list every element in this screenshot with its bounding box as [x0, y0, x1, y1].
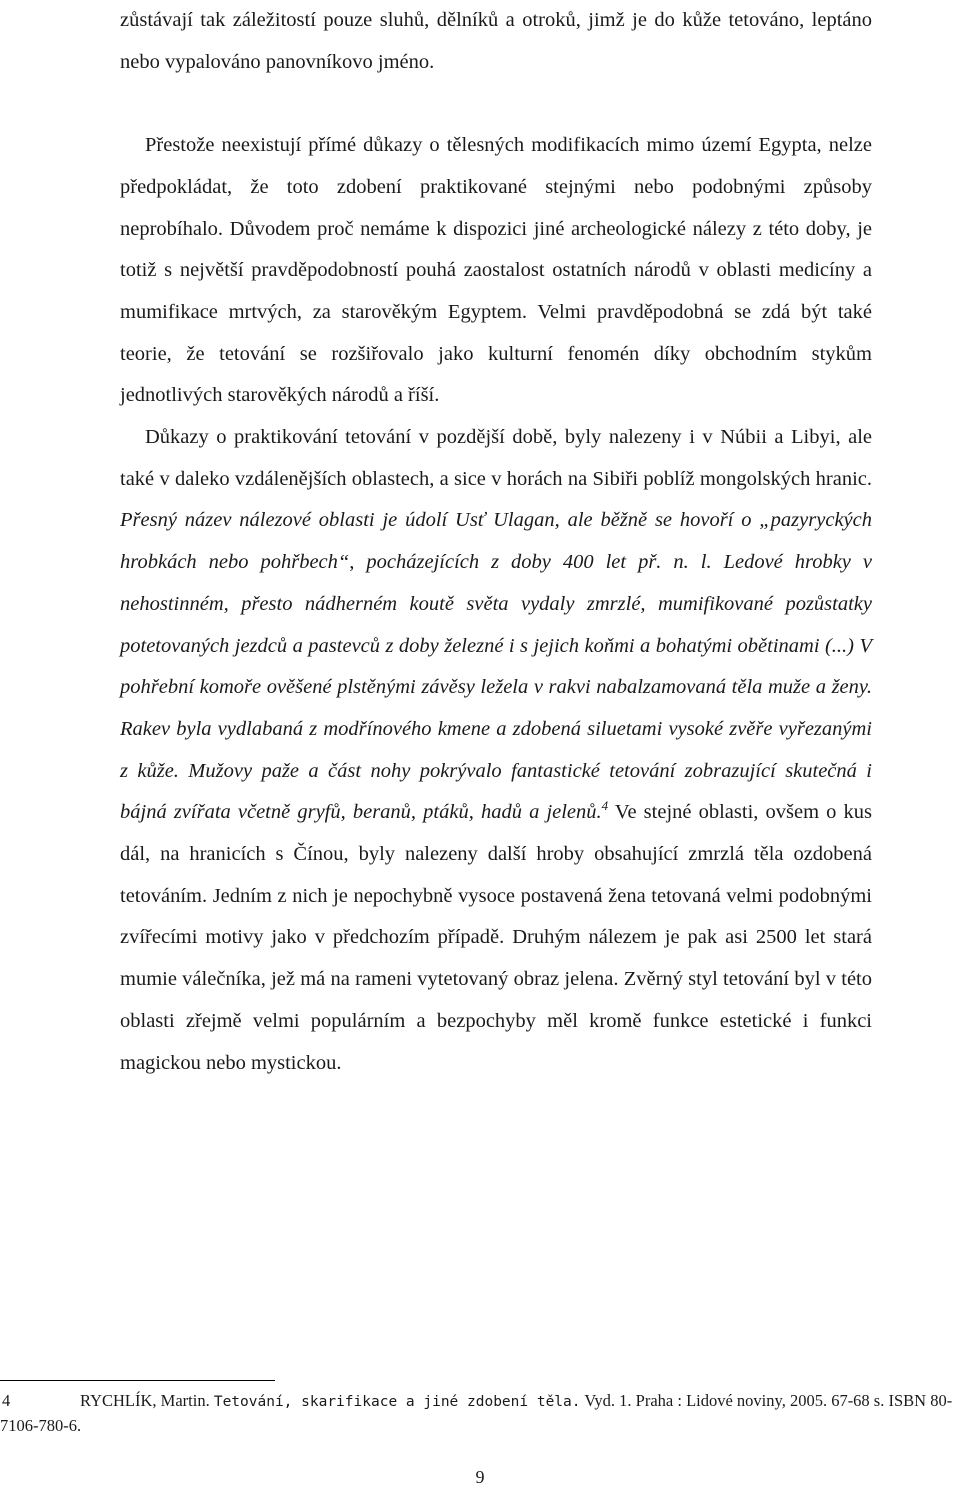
paragraph-evidence-rest: Ve stejné oblasti, ovšem o kus dál, na hranicích s Čínou, byly nalezeny další hroby obsahující zmrzlá těla ozdobená tetováním. Jedním z nich je nepochybně vysoce postavená žena tetovaná velmi podobnými zvířecími motivy jako v předchozím případě. Druhým nálezem je pak asi 2500 let stará mumie válečníka, jež má na rameni vytetovaný obraz jelena. Zvěrný styl tetování byl v této oblasti zřejmě velmi populárním a bezpochyby měl kromě funkce estetické i funkci magickou nebo mystickou.	[120, 801, 872, 1074]
body-text	[120, 0, 872, 1084]
paragraph-evidence	[120, 417, 872, 1084]
footnote-author: RYCHLÍK, Martin.	[80, 1391, 214, 1410]
footnote-reference[interactable]: 4	[601, 798, 609, 814]
pazyryk-quote: Přesný název nálezové oblasti je údolí Usť Ulagan, ale běžně se hovoří o „pazyryckých hrobkách nebo pohřbech“, pocházejících z doby 400 let př. n. l. Ledové hrobky v nehostinném, přesto nádherném koutě světa vydaly zmrzlé, mumifikované pozůstatky potetovaných jezdců a pastevců z doby železné i s jejich koňmi a bohatými obětinami (...) V pohřební komoře ověšené plstěnými závěsy ležela v rakvi nabalzamovaná těla muže a ženy. Rakev byla vydlabaná z modřínového kmene a zdobená siluetami vysoké zvěře vyřezanými z kůže. Mužovy paže a část nohy pokrývalo fantastické tetování zobrazující skutečná i bájná zvířata včetně gryfů, beranů, ptáků, hadů a jelenů.	[120, 509, 872, 824]
footnote	[0, 1389, 960, 1438]
footnote-separator	[0, 1380, 275, 1381]
paragraph-modifications: Přestože neexistují přímé důkazy o tělesných modifikacích mimo území Egypta, nelze předpokládat, že toto zdobení praktikované stejnými nebo podobnými způsoby neprobíhalo. Důvodem proč nemáme k dispozici jiné archeologické nálezy z této doby, je totiž s největší pravděpodobností pouhá zaostalost ostatních národů v oblasti medicíny a mumifikace mrtvých, za starověkým Egyptem. Velmi pravděpodobná se zdá být také teorie, že tetování se rozšiřovalo jako kulturní fenomén díky obchodním stykům jednotlivých starověkých národů a říší.	[120, 134, 872, 407]
footnote-details: Vyd. 1. Praha : Lidové noviny, 2005. 67-68 s. ISBN 80-7106-780-6.	[0, 1391, 953, 1435]
footnote-title: Tetování, skarifikace a jiné zdobení těla.	[213, 1394, 581, 1410]
page-number: 9	[475, 1467, 485, 1487]
paragraph-continued: zůstávají tak záležitostí pouze sluhů, dělníků a otroků, jimž je do kůže tetováno, leptáno nebo vypalováno panovníkovo jméno.	[120, 9, 872, 73]
footnote-number: 4	[2, 1391, 11, 1410]
paragraph-evidence-intro: Důkazy o praktikování tetování v pozdější době, byly nalezeny i v Núbii a Libyi, ale také v daleko vzdálenějších oblastech, a sice v horách na Sibiři poblíž mongolských hranic.	[120, 426, 872, 490]
